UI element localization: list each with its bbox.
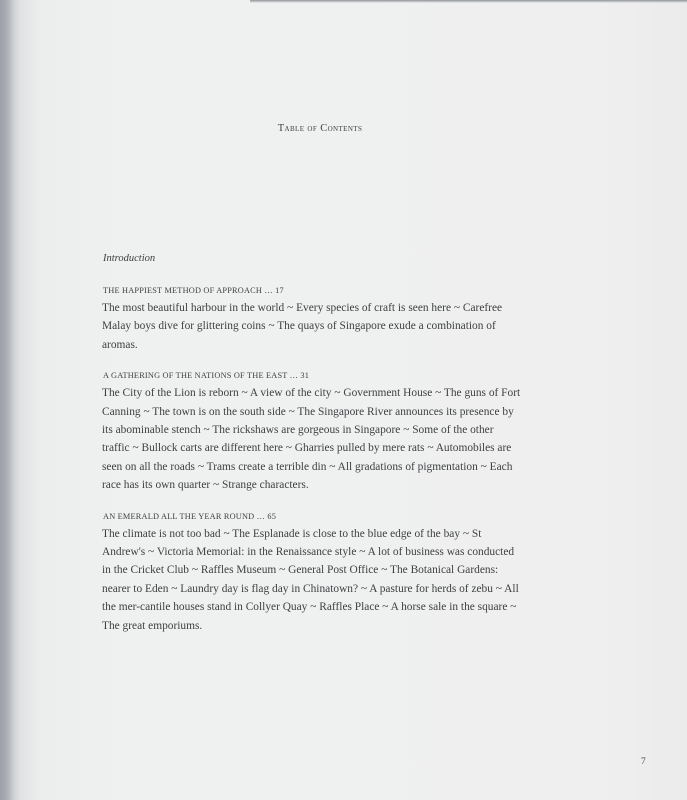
chapter-heading: A GATHERING OF THE NATIONS OF THE EAST … 31 [103,371,310,381]
introduction-entry: Introduction [103,253,156,264]
chapter-entry [102,286,522,354]
chapter-entry [102,371,522,494]
chapter-summary: The climate is not too bad ~ The Esplanade is close to the blue edge of the bay ~ St Andrew's ~ Victoria Memorial: in the Renaissance style ~ A lot of business was conducted in the Cricket Club ~ Raffles Museum ~ General Post Office ~ The Botanical Gardens: nearer to Eden ~ Laundry day is flag day in Chinatown? ~ A pasture for herds of zebu ~ All the mer-cantile houses stand in Collyer Quay ~ Raffles Place ~ A horse sale in the square ~ The great emporiums. [102,527,519,632]
chapter-entry [102,512,522,635]
top-edge-shadow [250,0,687,3]
page-number: 7 [641,757,646,767]
spine-shadow [0,0,14,800]
chapter-heading: THE HAPPIEST METHOD OF APPROACH … 17 [103,286,284,295]
toc-content [102,253,522,652]
chapter-summary: The City of the Lion is reborn ~ A view of the city ~ Government House ~ The guns of Fort Canning ~ The town is on the south side ~ The Singapore River announces its presence by its abominable stench ~ The rickshaws are gorgeous in Singapore ~ Some of the other traffic ~ Bullock carts are different here ~ Gharries pulled by mere rats ~ Automobiles are seen on all the roads ~ Trams create a terrible din ~ All gradations of pigmentation ~ Each race has its own quarter ~ Strange characters. [102,387,521,492]
page-title: Table of Contents [277,123,363,134]
chapter-heading: AN EMERALD ALL THE YEAR ROUND … 65 [103,511,277,521]
chapter-summary: The most beautiful harbour in the world ~ Every species of craft is seen here ~ Carefree Malay boys dive for glittering coins ~ The quays of Singapore exude a combination of aromas. [102,302,503,351]
